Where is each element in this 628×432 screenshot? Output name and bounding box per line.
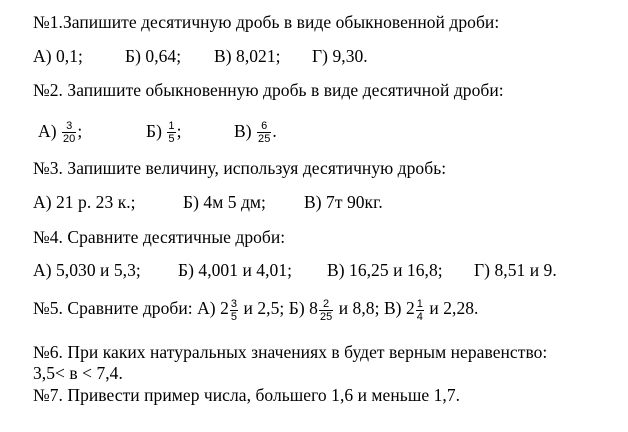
task4-item-a: А) 5,030 и 5,3; [33, 260, 141, 280]
task2-item-a [38, 120, 82, 145]
task1-item-b: Б) 0,64; [125, 46, 182, 66]
mixed-whole: 2 [220, 298, 229, 319]
fraction-denominator: 5 [168, 133, 175, 146]
mixed-whole: 2 [405, 298, 415, 319]
task4-items [33, 259, 557, 281]
task2-item-b-suffix: ; [176, 121, 182, 141]
task2-title: №2. Запишите обыкновенную дробь в виде десятичной дроби: [33, 80, 504, 100]
task2-item-a-label: А) [38, 121, 57, 141]
task5-fraction-a [230, 298, 238, 323]
task4-item-c: В) 16,25 и 16,8; [327, 260, 443, 280]
task2-fraction-c [257, 120, 271, 145]
task1-items [33, 45, 368, 67]
task2-item-c-suffix: . [272, 121, 277, 141]
task5-c-label: В) [383, 298, 406, 318]
mixed-whole: 8 [309, 298, 318, 319]
fraction-numerator: 1 [416, 297, 423, 310]
task1-item-d: Г) 9,30. [312, 46, 368, 66]
task2-item-c-label: В) [234, 121, 252, 141]
task5-mixed-c [406, 297, 425, 322]
task1-item-a: А) 0,1; [33, 46, 83, 66]
fraction-numerator: 2 [319, 298, 333, 311]
task5-a-rest: и 2,5; [243, 298, 285, 318]
task6-line1: №6. При каких натуральных значениях в будет верным неравенство: [33, 342, 548, 362]
task5-prefix: №5. Сравните дроби: А) [33, 298, 221, 318]
fraction-denominator: 25 [319, 310, 333, 323]
fraction-denominator: 20 [63, 133, 76, 146]
task1-item-c: В) 8,021; [214, 46, 281, 66]
task5-mixed-a [220, 297, 239, 322]
task7-title: №7. Привести пример числа, большего 1,6 и меньше 1,7. [33, 385, 461, 405]
fraction-numerator: 1 [168, 120, 175, 133]
fraction-numerator: 3 [62, 120, 76, 133]
task5-mixed-b [309, 297, 334, 322]
task3-item-c: В) 7т 90кг. [304, 192, 383, 212]
fraction-denominator: 4 [416, 310, 423, 323]
task3-item-a: А) 21 р. 23 к.; [33, 192, 136, 212]
task2-fraction-b [167, 120, 175, 145]
task2-item-a-suffix: ; [77, 121, 83, 141]
task2-item-b-label: Б) [146, 121, 162, 141]
task5-line [33, 297, 478, 323]
task1-title: №1.Запишите десятичную дробь в виде обыкновенной дроби: [33, 12, 500, 32]
task5-c-rest: и 2,28. [429, 298, 479, 318]
task5-fraction-b [319, 298, 333, 323]
task3-items [33, 191, 383, 213]
task4-item-d: Г) 8,51 и 9. [474, 260, 557, 280]
fraction-numerator: 6 [257, 120, 271, 133]
task5-b-rest: и 8,8; [338, 298, 380, 318]
task2-fraction-a [62, 120, 76, 145]
fraction-denominator: 25 [258, 133, 271, 146]
task4-item-b: Б) 4,001 и 4,01; [178, 260, 293, 280]
task3-item-b: Б) 4м 5 дм; [183, 192, 266, 212]
task6-line2: 3,5< в < 7,4. [33, 363, 123, 383]
task2-item-b [146, 120, 182, 145]
task4-title: №4. Сравните десятичные дроби: [33, 227, 286, 247]
task3-title: №3. Запишите величину, используя десятичную дробь: [33, 158, 447, 178]
fraction-denominator: 5 [230, 310, 238, 323]
task2-item-c [234, 120, 277, 145]
fraction-numerator: 3 [230, 297, 238, 310]
task5-b-label: Б) [288, 298, 310, 318]
task5-fraction-c [416, 298, 424, 323]
